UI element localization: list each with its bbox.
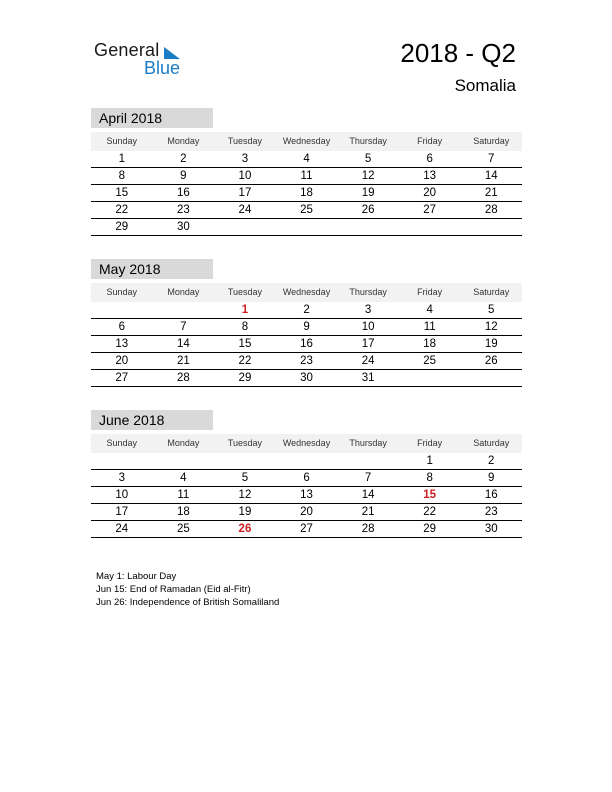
month-weeks [91,302,522,387]
weekday-label: Monday [167,287,200,297]
month-title: May 2018 [91,259,213,279]
day-cell: 17 [361,338,375,350]
day-cell: 2 [488,455,495,467]
day-cell: 7 [364,472,372,484]
month-june [91,410,522,538]
weekday-label: Tuesday [227,287,263,297]
weekday-label: Friday [417,438,443,448]
week-row [91,185,522,202]
weekday-label: Saturday [473,136,510,146]
day-cell [91,453,153,469]
day-cell: 19 [361,187,375,199]
day-cell: 25 [176,523,190,535]
week-row [91,336,522,353]
weekday-label: Monday [167,438,200,448]
day-cell: 28 [361,523,375,535]
week-row [91,453,522,470]
weekday-label: Wednesday [282,287,331,297]
weekday-label: Wednesday [282,438,331,448]
day-cell: 10 [115,489,129,501]
logo-text-general: General [94,40,160,60]
day-cell [91,302,153,318]
week-row [91,319,522,336]
day-cell: 13 [300,489,313,501]
week-row [91,370,522,387]
weekday-label: Tuesday [227,438,263,448]
day-cell [460,370,522,386]
country-name: Somalia [454,76,516,95]
day-cell: 21 [176,355,190,367]
week-row [91,302,522,319]
weekday-label: Sunday [106,438,138,448]
day-cell: 18 [423,338,437,350]
day-cell: 5 [364,153,372,165]
day-cell: 29 [238,372,252,384]
day-cell [214,219,276,235]
holiday-day-cell: 15 [423,489,437,501]
day-cell: 17 [238,187,252,199]
week-row [91,353,522,370]
day-cell: 23 [176,204,190,216]
day-cell: 13 [423,170,437,182]
holiday-note: Jun 26: Independence of British Somaliland [96,597,280,608]
day-cell [153,453,215,469]
month-may [91,259,522,387]
day-cell: 18 [300,187,313,199]
day-cell: 12 [484,321,498,333]
day-cell: 15 [238,338,252,350]
month-weeks [91,151,522,236]
week-row [91,521,522,538]
day-cell: 22 [238,355,252,367]
week-row [91,487,522,504]
weekday-label: Thursday [349,438,387,448]
day-cell: 29 [423,523,437,535]
day-cell: 20 [423,187,437,199]
day-cell: 21 [361,506,375,518]
day-cell: 26 [484,355,498,367]
day-cell: 1 [118,153,125,165]
day-cell: 3 [118,472,125,484]
weekday-label: Sunday [106,136,138,146]
day-cell: 4 [426,304,433,316]
day-cell: 2 [303,304,310,316]
day-cell: 27 [115,372,129,384]
day-cell [399,219,461,235]
holiday-note: Jun 15: End of Ramadan (Eid al-Fitr) [96,584,251,595]
month-april [91,108,522,236]
day-cell: 2 [180,153,187,165]
day-cell: 11 [423,321,436,333]
day-cell: 6 [118,321,125,333]
day-cell [276,219,338,235]
day-cell: 22 [423,506,437,518]
day-cell: 17 [115,506,129,518]
day-cell: 24 [238,204,252,216]
logo-text-blue: Blue [144,58,181,78]
day-cell: 10 [238,170,252,182]
day-cell: 8 [241,321,249,333]
day-cell: 30 [300,372,313,384]
week-row [91,504,522,521]
page-title: 2018 - Q2 [400,38,516,68]
day-cell: 1 [426,455,433,467]
day-cell: 27 [300,523,313,535]
day-cell: 30 [176,221,190,233]
day-cell: 16 [176,187,190,199]
weekday-label: Friday [417,136,443,146]
weekday-label: Wednesday [282,136,331,146]
weekday-header [91,283,522,302]
day-cell: 28 [176,372,190,384]
holiday-day-cell: 1 [241,304,249,316]
day-cell [337,453,399,469]
day-cell: 15 [115,187,129,199]
weekday-header [91,132,522,151]
day-cell: 25 [300,204,313,216]
day-cell [153,302,215,318]
weekday-label: Thursday [349,287,387,297]
day-cell [276,453,338,469]
day-cell: 6 [426,153,433,165]
day-cell: 3 [364,304,372,316]
week-row [91,470,522,487]
logo [94,40,204,80]
day-cell: 4 [180,472,187,484]
day-cell [460,219,522,235]
day-cell: 8 [426,472,433,484]
day-cell: 11 [300,170,313,182]
day-cell: 5 [241,472,249,484]
day-cell: 19 [238,506,252,518]
day-cell: 11 [177,489,190,501]
day-cell: 9 [180,170,187,182]
month-title: April 2018 [91,108,213,128]
weekday-header [91,434,522,453]
day-cell: 27 [423,204,437,216]
day-cell: 18 [176,506,190,518]
holiday-note: May 1: Labour Day [96,571,177,582]
day-cell [214,453,276,469]
weekday-label: Saturday [473,287,510,297]
day-cell: 31 [361,372,375,384]
day-cell: 26 [361,204,375,216]
day-cell: 28 [484,204,498,216]
day-cell: 7 [180,321,187,333]
week-row [91,219,522,236]
day-cell: 10 [361,321,375,333]
day-cell: 24 [115,523,129,535]
day-cell: 22 [115,204,129,216]
day-cell: 6 [303,472,310,484]
holiday-day-cell: 26 [238,523,252,535]
weekday-label: Saturday [473,438,510,448]
weekday-label: Monday [167,136,200,146]
day-cell: 8 [118,170,125,182]
day-cell: 9 [303,321,310,333]
weekday-label: Sunday [106,287,138,297]
day-cell: 12 [361,170,375,182]
day-cell: 23 [300,355,313,367]
day-cell: 23 [484,506,498,518]
weekday-label: Friday [417,287,443,297]
week-row [91,202,522,219]
day-cell: 3 [241,153,249,165]
holiday-notes [96,570,279,609]
month-title: June 2018 [91,410,213,430]
day-cell: 29 [115,221,129,233]
month-weeks [91,453,522,538]
day-cell: 16 [300,338,313,350]
day-cell: 16 [484,489,498,501]
day-cell: 4 [303,153,310,165]
day-cell: 9 [488,472,495,484]
day-cell: 19 [484,338,498,350]
day-cell: 14 [176,338,190,350]
week-row [91,151,522,168]
day-cell: 30 [484,523,498,535]
day-cell: 14 [361,489,375,501]
day-cell: 20 [300,506,313,518]
day-cell: 12 [238,489,252,501]
day-cell: 14 [484,170,498,182]
day-cell: 20 [115,355,129,367]
day-cell: 5 [488,304,495,316]
day-cell [399,370,461,386]
day-cell: 24 [361,355,375,367]
day-cell: 21 [484,187,498,199]
day-cell [337,219,399,235]
week-row [91,168,522,185]
day-cell: 13 [115,338,129,350]
day-cell: 7 [488,153,495,165]
weekday-label: Thursday [349,136,387,146]
day-cell: 25 [423,355,437,367]
weekday-label: Tuesday [227,136,263,146]
